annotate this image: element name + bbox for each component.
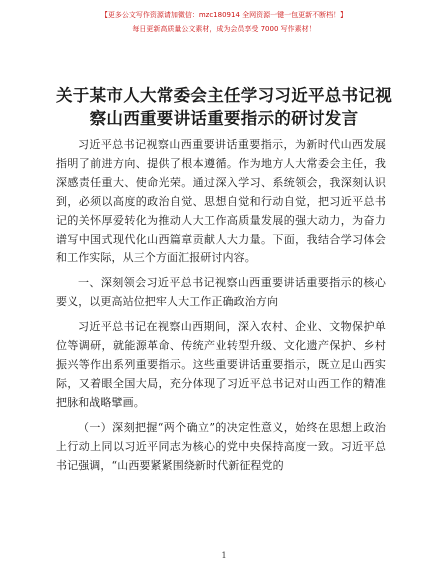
document-title	[30, 84, 418, 130]
subsection-paragraph-1: （一）深刻把握“两个确立”的决定性意义，始终在思想上政治上行动上同以习近平同志为核心的党中央保持高度一致。习近平总书记强调，“山西要紧紧围绕新时代新征程党的	[56, 420, 386, 472]
section-heading-1: 一、深刻领会习近平总书记视察山西重要讲话重要指示的核心要义，以更高站位把牢人大工作正确政治方向	[56, 276, 386, 309]
document-title-line-1: 关于某市人大常委会主任学习习近平总书记视	[56, 86, 392, 105]
intro-paragraph: 习近平总书记视察山西重要讲话重要指示，为新时代山西发展指明了前进方向、提供了根本遵循。作为地方人大常委会主任，我深感责任重大、使命光荣。通过深入学习、系统领会，我深刻认识到，必须以高度的政治自觉、思想自觉和行动自觉，把习近平总书记的关怀厚爱转化为推动人大工作高质量发展的强大动力，为奋力谱写中国式现代化山西篇章贡献人大力量。下面，我结合学习体会和工作实际，从三个方面汇报研讨内容。	[56, 138, 386, 265]
document-title-line-2: 察山西重要讲话重要指示的研讨发言	[89, 109, 359, 128]
promo-banner-line-2: 每日更新高质量公文素材，成为会员享受 7000 写作素材！	[132, 25, 316, 33]
promo-banner-line-1: 【更多公文写作资源请加微信：mzc180914 全网资源一键一包更新不断档！】	[100, 11, 348, 19]
body-paragraph-2: 习近平总书记在视察山西期间，深入农村、企业、文物保护单位等调研，就能源革命、传统产业转型升级、文化遗产保护、乡村振兴等作出系列重要指示。这些重要讲话重要指示，既立足山西实际，又着眼全国大局，充分体现了习近平总书记对山西工作的精准把脉和战略擘画。	[56, 320, 386, 409]
page-number: 1	[221, 551, 227, 560]
document-body	[56, 136, 386, 475]
